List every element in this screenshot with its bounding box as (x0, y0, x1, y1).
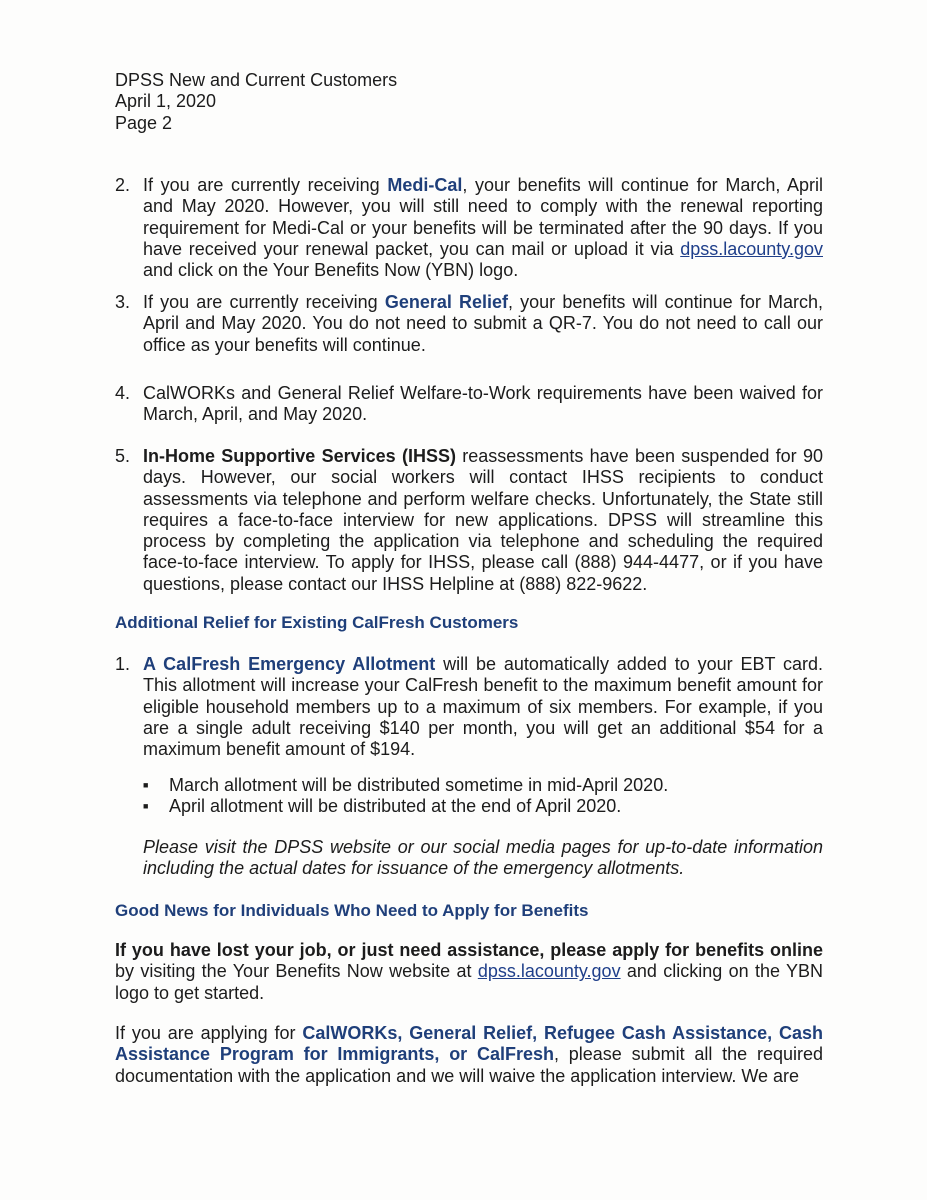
programs-paragraph (115, 1023, 823, 1087)
text: will be automatically added to your EBT card. This allotment will increase your CalFresh benefit to the maximum benefit amount for eligible household members up to a maximum of six members. For example, if you are a single adult receiving $140 per month, you will get an additional $54 for a maximum benefit amount of $194. (143, 654, 823, 760)
item-number: 4. (115, 383, 131, 403)
bullet-square-icon: ■ (143, 780, 149, 790)
list-item-welfare-to-work (115, 383, 823, 426)
text: and clicking on the YBN logo to get started. (115, 961, 823, 1003)
header-date: April 1, 2020 (115, 91, 217, 112)
list-item-general-relief (115, 292, 823, 356)
bold-text: If you have lost your job, or just need assistance, please apply for benefits online (115, 940, 823, 960)
text: , please submit all the required documentation with the application and we will waive the application interview. We are (115, 1044, 824, 1086)
bold-term: Medi-Cal (387, 175, 463, 195)
text: and click on the Your Benefits Now (YBN) logo. (143, 260, 519, 281)
list-item-emergency-allotment (115, 654, 823, 760)
list-item-ihss (115, 446, 823, 595)
text: , your benefits will continue for March, April and May 2020. However, you will still need to comply with the renewal reporting requirement for Medi-Cal or your benefits will be terminated after the 90 days. If you have received your renewal packet, you can mail or upload it via (143, 175, 823, 259)
bullet-item (143, 775, 823, 796)
bullet-item (143, 796, 823, 817)
item-number: 3. (115, 292, 131, 312)
item-number: 2. (115, 175, 131, 195)
section-heading-calfresh: Additional Relief for Existing CalFresh Customers (115, 613, 519, 632)
item-number: 1. (115, 654, 131, 674)
italic-note: Please visit the DPSS website or our social media pages for up-to-date information including the actual dates for issuance of the emergency allotments. (143, 837, 823, 879)
bold-term: CalWORKs, General Relief, Refugee Cash Assistance, Cash Assistance Program for Immigrants, or CalFresh (115, 1023, 823, 1065)
bold-term: General Relief (384, 292, 509, 312)
text: by visiting the Your Benefits Now website at (115, 961, 478, 982)
header-recipient: DPSS New and Current Customers (115, 70, 398, 90)
list-item-medi-cal (115, 175, 823, 281)
text: If you are applying for (115, 1023, 303, 1043)
text: If you are currently receiving (143, 292, 385, 312)
text: CalWORKs and General Relief Welfare-to-Work requirements have been waived for March, April, and May 2020. (143, 383, 823, 425)
bold-term: In-Home Supportive Services (IHSS) (143, 446, 456, 466)
bullet-list (115, 775, 823, 818)
bold-term: A CalFresh Emergency Allotment (143, 654, 436, 674)
bullet-text: April allotment will be distributed at the end of April 2020. (169, 796, 622, 817)
bullet-text: March allotment will be distributed sometime in mid-April 2020. (169, 775, 669, 795)
header-page: Page 2 (115, 112, 173, 133)
bullet-square-icon: ■ (143, 801, 149, 812)
text: If you are currently receiving (143, 175, 388, 195)
section-heading-apply: Good News for Individuals Who Need to Apply for Benefits (115, 901, 589, 920)
text: reassessments have been suspended for 90 days. However, our social workers will contact IHSS recipients to conduct assessments via telephone and perform welfare checks. Unfortunately, the State still requires a face-to-face interview for new applications. DPSS will streamline this process by completing the application via telephone and scheduling the required face-to-face interview. To apply for IHSS, please call (888) 944-4477, or if you have questions, please contact our IHSS Helpline at (888) 822-9622. (143, 446, 824, 594)
letter-header (115, 70, 823, 134)
dpss-link[interactable]: dpss.lacounty.gov (680, 238, 823, 259)
apply-paragraph (115, 940, 823, 1004)
item-number: 5. (115, 446, 131, 466)
dpss-link[interactable]: dpss.lacounty.gov (477, 961, 621, 982)
text: , your benefits will continue for March, April and May 2020. You do not need to submit a QR-7. You do not need to call our office as your benefits will continue. (143, 292, 823, 355)
